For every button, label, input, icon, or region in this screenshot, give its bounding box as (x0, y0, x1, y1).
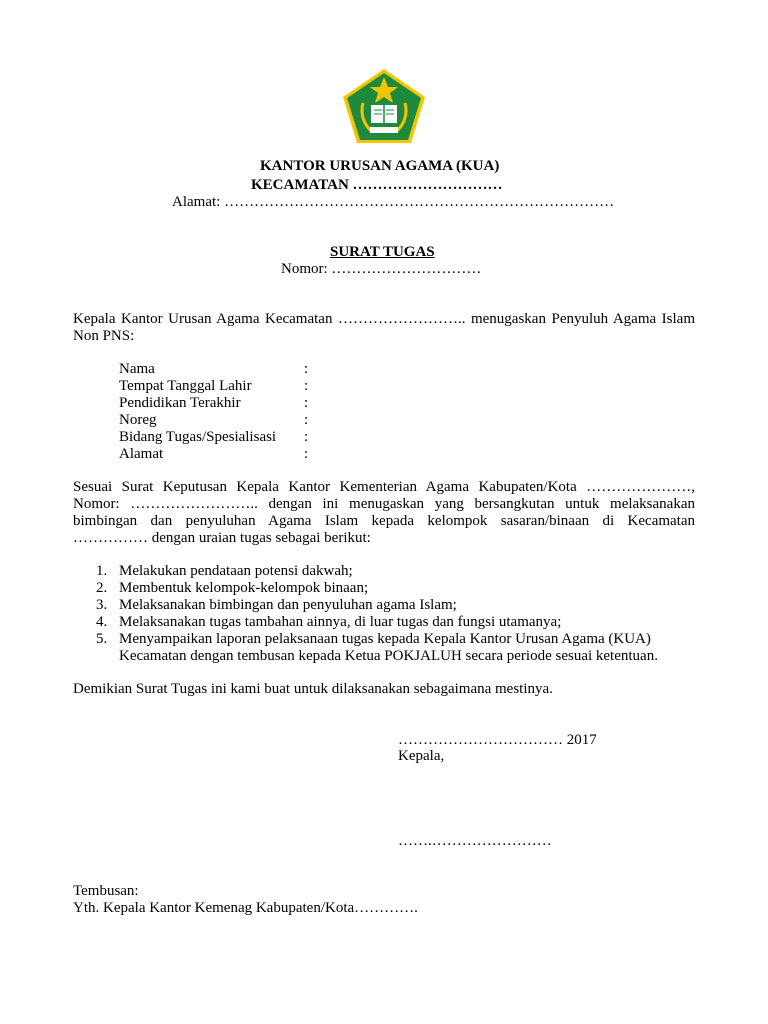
field-label-ttl: Tempat Tanggal Lahir (119, 378, 252, 394)
task-number: 2. (96, 580, 108, 596)
task-number: 4. (96, 614, 108, 630)
task-item: Melaksanakan bimbingan dan penyuluhan agama Islam; (119, 597, 457, 613)
kemenag-logo-icon (341, 67, 427, 145)
field-label-bidang: Bidang Tugas/Spesialisasi (119, 429, 277, 445)
field-label-nama: Nama (119, 361, 155, 377)
closing-statement: Demikian Surat Tugas ini kami buat untuk dilaksanakan sebagaimana mestinya. (73, 681, 553, 697)
field-colon: : (304, 429, 309, 445)
field-label-noreg: Noreg (119, 412, 157, 428)
cc-item: Yth. Kepala Kantor Kemenag Kabupaten/Kota…………. (73, 900, 418, 916)
body-line-2: Nomor: …………………….. dengan ini menugaskan yang bersangkutan untuk melaksanakan (73, 496, 695, 512)
task-item: Membentuk kelompok-kelompok binaan; (119, 580, 369, 596)
task-number: 3. (96, 597, 108, 613)
field-label-pendidikan: Pendidikan Terakhir (119, 395, 241, 411)
cc-label: Tembusan: (73, 883, 139, 899)
signature-name: …….…………………… (398, 833, 552, 849)
field-colon: : (304, 446, 309, 462)
task-item: Menyampaikan laporan pelaksanaan tugas kepada Kepala Kantor Urusan Agama (KUA) (119, 631, 651, 647)
office-address: Alamat: …………………………………………………………………… (172, 194, 615, 210)
body-line-4: …………… dengan uraian tugas sebagai berikut: (73, 530, 371, 546)
task-number: 1. (96, 563, 108, 579)
signature-role: Kepala, (398, 748, 445, 764)
office-title: KANTOR URUSAN AGAMA (KUA) (260, 158, 500, 174)
district-title: KECAMATAN ………………………… (251, 177, 503, 193)
field-colon: : (304, 395, 309, 411)
field-colon: : (304, 412, 309, 428)
document-number: Nomor: ………………………… (281, 261, 482, 277)
task-number: 5. (96, 631, 108, 647)
field-colon: : (304, 378, 309, 394)
document-heading: SURAT TUGAS (330, 244, 435, 260)
task-item: Melakukan pendataan potensi dakwah; (119, 563, 353, 579)
body-line-3: bimbingan dan penyuluhan Agama Islam kepada kelompok sasaran/binaan di Kecamatan (73, 513, 695, 529)
signature-date: …………………………… 2017 (398, 732, 597, 748)
field-label-alamat: Alamat (119, 446, 164, 462)
intro-line-2: Non PNS: (73, 328, 135, 344)
task-item: Melaksanakan tugas tambahan ainnya, di luar tugas dan fungsi utamanya; (119, 614, 562, 630)
intro-line-1: Kepala Kantor Urusan Agama Kecamatan …………………….. menugaskan Penyuluh Agama Islam (73, 311, 695, 327)
task-item-continuation: Kecamatan dengan tembusan kepada Ketua POKJALUH secara periode sesuai ketentuan. (119, 648, 658, 664)
body-line-1: Sesuai Surat Keputusan Kepala Kantor Kementerian Agama Kabupaten/Kota …………………, (73, 479, 695, 495)
field-colon: : (304, 361, 309, 377)
